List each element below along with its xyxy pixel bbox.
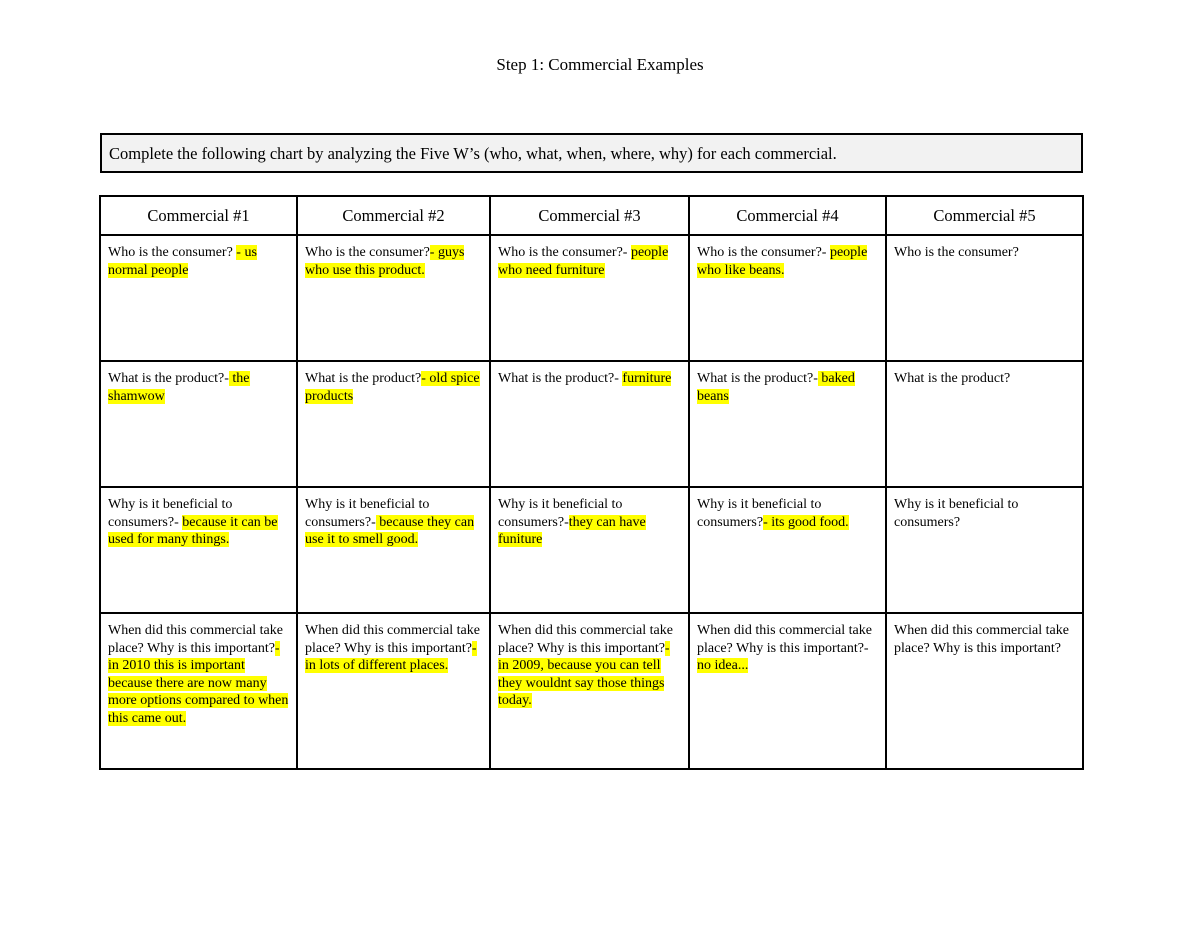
cell-why-1 xyxy=(100,487,297,613)
cell-who-4 xyxy=(689,235,886,361)
five-ws-chart xyxy=(99,195,1084,770)
cell-why-4 xyxy=(689,487,886,613)
question-text: What is the product? xyxy=(305,371,422,386)
cell-who-3 xyxy=(490,235,689,361)
question-text: What is the product?- xyxy=(697,371,818,386)
answer-text: - its good food. xyxy=(763,514,849,530)
cell-when-4 xyxy=(689,613,886,769)
page-title: Step 1: Commercial Examples xyxy=(496,55,704,74)
question-text: What is the product?- xyxy=(108,371,229,386)
column-header-commercial-1: Commercial #1 xyxy=(100,196,297,235)
instruction-text: Complete the following chart by analyzing the Five W’s (who, what, when, where, why) for each commercial. xyxy=(109,144,837,163)
question-text: Who is the consumer? xyxy=(305,245,430,260)
cell-what-5 xyxy=(886,361,1083,487)
cell-who-2 xyxy=(297,235,490,361)
question-text: When did this commercial take place? Why is this important? xyxy=(108,623,283,656)
cell-when-2 xyxy=(297,613,490,769)
question-text: Who is the consumer? xyxy=(894,245,1019,260)
question-text: What is the product?- xyxy=(498,371,623,386)
row-who xyxy=(100,235,1083,361)
answer-text: because it can be used for many things. xyxy=(108,514,278,548)
cell-when-5 xyxy=(886,613,1083,769)
answer-text: people who need furniture xyxy=(498,245,669,278)
cell-why-2 xyxy=(297,487,490,613)
cell-what-1 xyxy=(100,361,297,487)
answer-text: they can have funiture xyxy=(498,514,646,548)
column-header-commercial-2: Commercial #2 xyxy=(297,196,490,235)
answer-text: no idea... xyxy=(697,658,749,674)
question-text: Why is it beneficial to consumers?- xyxy=(108,497,233,530)
instruction-box xyxy=(100,133,1083,173)
question-text: When did this commercial take place? Why is this important? xyxy=(498,623,673,656)
row-when xyxy=(100,613,1083,769)
question-text: Why is it beneficial to consumers? xyxy=(697,497,822,530)
answer-text: - guys who use this product. xyxy=(305,245,465,278)
answer-text: - us normal people xyxy=(108,245,257,278)
cell-why-5 xyxy=(886,487,1083,613)
question-text: When did this commercial take place? Why is this important?- xyxy=(697,623,872,656)
answer-text: the shamwow xyxy=(108,371,250,404)
question-text: Who is the consumer? xyxy=(108,245,237,260)
question-text: When did this commercial take place? Why is this important? xyxy=(894,623,1069,656)
answer-text: - old spice products xyxy=(305,371,480,404)
cell-why-3 xyxy=(490,487,689,613)
answer-text: - in 2009, because you can tell they wouldnt say those things today. xyxy=(498,640,670,709)
question-text: Who is the consumer?- xyxy=(498,245,631,260)
answer-text: people who like beans. xyxy=(697,245,868,278)
cell-what-2 xyxy=(297,361,490,487)
cell-when-3 xyxy=(490,613,689,769)
answer-text: because they can use it to smell good. xyxy=(305,514,475,548)
question-text: Why is it beneficial to consumers?- xyxy=(498,497,623,530)
answer-text: baked beans xyxy=(697,371,855,404)
question-text: Why is it beneficial to consumers?- xyxy=(305,497,430,530)
row-what xyxy=(100,361,1083,487)
row-why xyxy=(100,487,1083,613)
cell-who-5 xyxy=(886,235,1083,361)
question-text: Who is the consumer?- xyxy=(697,245,830,260)
cell-who-1 xyxy=(100,235,297,361)
cell-what-3 xyxy=(490,361,689,487)
column-header-commercial-5: Commercial #5 xyxy=(886,196,1083,235)
cell-when-1 xyxy=(100,613,297,769)
column-header-commercial-3: Commercial #3 xyxy=(490,196,689,235)
cell-what-4 xyxy=(689,361,886,487)
chart-header-row xyxy=(100,196,1083,235)
answer-text: furniture xyxy=(622,371,672,386)
column-header-commercial-4: Commercial #4 xyxy=(689,196,886,235)
question-text: What is the product? xyxy=(894,371,1011,386)
answer-text: - in 2010 this is important because there are now many more options compared to when this came out. xyxy=(108,640,289,726)
answer-text: - in lots of different places. xyxy=(305,640,477,674)
question-text: When did this commercial take place? Why is this important? xyxy=(305,623,480,656)
question-text: Why is it beneficial to consumers? xyxy=(894,497,1019,530)
